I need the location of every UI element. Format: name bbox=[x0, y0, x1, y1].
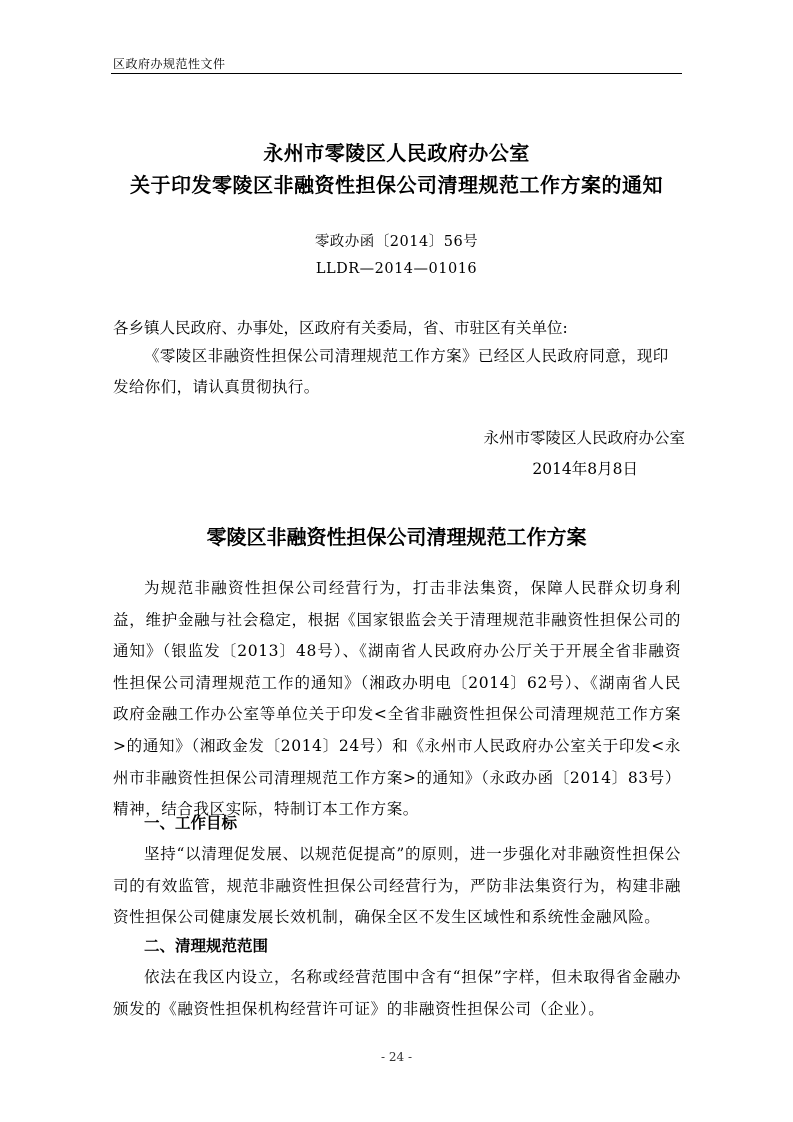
section-heading-scope: 二、清理规范范围 bbox=[144, 937, 269, 955]
addressees: 各乡镇人民政府、办事处，区政府有关委局，省、市驻区有关单位: bbox=[113, 319, 568, 337]
section-paragraph-goals: 坚持“以清理促发展、以规范促提高”的原则，进一步强化对非融资性担保公司的有效监管，规范非融资性担保公司经营行为，严防非法集资行为，构建非融资性担保公司健康发展长效机制，确保全区不发生区域性和系统性金融风险。 bbox=[113, 845, 681, 927]
header-divider bbox=[111, 73, 682, 74]
document-title-line2: 关于印发零陵区非融资性担保公司清理规范工作方案的通知 bbox=[130, 173, 663, 197]
registration-number: LLDR—2014—01016 bbox=[315, 261, 478, 277]
document-title-line1: 永州市零陵区人民政府办公室 bbox=[263, 141, 530, 165]
section-heading-goals: 一、工作目标 bbox=[144, 814, 238, 832]
page-number: - 24 - bbox=[380, 1050, 412, 1064]
issue-date: 2014年8月8日 bbox=[532, 460, 638, 478]
plan-intro-paragraph: 为规范非融资性担保公司经营行为，打击非法集资，保障人民群众切身利益，维护金融与社会稳定，根据《国家银监会关于清理规范非融资性担保公司的通知》（银监发〔2013〕48号）、《湖南省人民政府办公厅关于开展全省非融资性担保公司清理规范工作的通知》（湘政办明电〔2014〕62号）、《湖南省人民政府金融工作办公室等单位关于印发<全省非融资性担保公司清理规范工作方案>的通知》（湘政金发〔2014〕24号）和《永州市人民政府办公室关于印发<永州市非融资性担保公司清理规范工作方案>的通知》（永政办函〔2014〕83号）精神，结合我区实际，特制订本工作方案。 bbox=[113, 579, 681, 819]
issuer-signature: 永州市零陵区人民政府办公室 bbox=[483, 429, 685, 447]
notice-body: 《零陵区非融资性担保公司清理规范工作方案》已经区人民政府同意，现印发给你们，请认真贯彻执行。 bbox=[113, 347, 669, 396]
plan-title: 零陵区非融资性担保公司清理规范工作方案 bbox=[206, 525, 587, 549]
section-paragraph-scope: 依法在我区内设立，名称或经营范围中含有“担保”字样，但未取得省金融办颁发的《融资性担保机构经营许可证》的非融资性担保公司（企业）。 bbox=[113, 968, 681, 1018]
header-label: 区政府办规范性文件 bbox=[113, 57, 226, 71]
document-number: 零政办函〔2014〕56号 bbox=[314, 234, 479, 250]
